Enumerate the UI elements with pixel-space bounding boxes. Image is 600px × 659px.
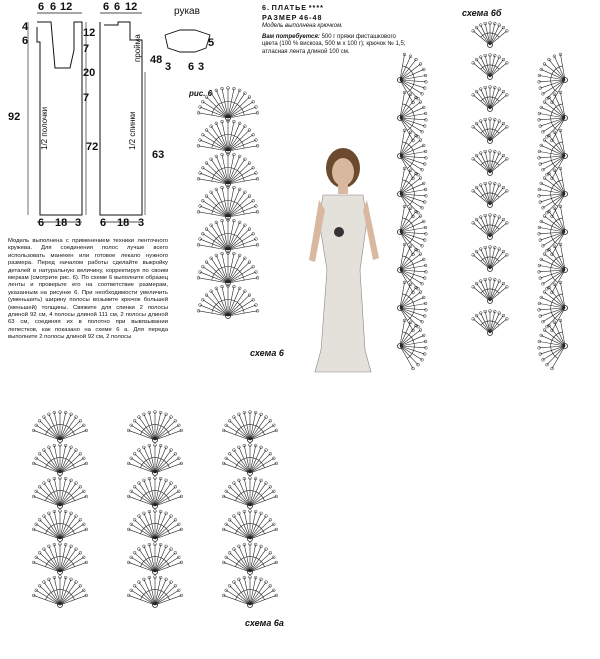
sleeve-dim-1: 3 [165, 61, 172, 73]
fan-motif [222, 477, 277, 509]
fan-motif [127, 477, 182, 509]
pattern-number: 6. [262, 3, 270, 12]
fan-motif [197, 120, 259, 154]
front-lower-length: 72 [86, 141, 99, 153]
sleeve-dim-4: 5 [208, 37, 215, 49]
scheme-6-label: схема 6 [250, 348, 284, 358]
fan-motif [472, 86, 509, 112]
sleeve-side-length: 48 [150, 54, 163, 66]
fan-motif [127, 510, 182, 542]
back-top-dim-2: 6 [114, 1, 121, 13]
fan-motif [197, 87, 259, 121]
back-lower-length: 63 [152, 149, 165, 161]
fan-motif [538, 167, 568, 218]
fan-motif [398, 91, 428, 142]
fan-motif [538, 281, 568, 332]
front-top-dim-3: 12 [60, 1, 73, 13]
fan-motif [538, 319, 568, 370]
description-text: Модель выполнена с применением техники ленточного кружева. Для соединения полос лучше всего использовать манекен или готовое лекало нужного размера. Перед началом работы сделайте выкройку деталей в натуральную величину, корректируя по своим меркам (смотрите рис. 6). По схеме 6 выполните образец ленты и проверьте его на соответствие размерам, указанным на рисунке 6. При необходимости увеличить (уменьшить) ширину полосы возьмите крючок большей (меньшей) толщины. Свяжите для спинки 2 полосы длиной 92 см, 4 полосы длиной 111 см, 2 полосы длиной 63 см, соединяя их в полотно при вывязывании лепестков, как показано на схеме 6 а. Для переда выполните 2 полосы длиной 92 см, 2 полосы [8, 238, 168, 341]
back-top-dim-3: 12 [125, 1, 138, 13]
fan-motif [538, 53, 568, 104]
scheme-6a-label: схема 6а [245, 618, 284, 628]
fan-motif [472, 54, 509, 80]
fan-motif [472, 214, 509, 240]
fan-motif [472, 22, 509, 48]
front-side-dim-20: 20 [83, 67, 96, 79]
fan-motif [398, 205, 428, 256]
fan-motif [222, 444, 277, 476]
fan-motif [222, 576, 277, 608]
fan-motif [538, 205, 568, 256]
fan-motif [472, 150, 509, 176]
technique-text: Модель выполнена крючком. [262, 23, 343, 29]
fan-motif [472, 246, 509, 272]
fan-motif [32, 444, 87, 476]
sleeve-dim-2: 6 [188, 61, 195, 73]
front-side-dim-7a: 7 [83, 43, 90, 55]
front-side-dim-7b: 7 [83, 92, 90, 104]
fan-motif [472, 310, 509, 336]
fan-motif [538, 243, 568, 294]
fan-motif [472, 118, 509, 144]
front-piece-label: 1/2 полочки [40, 106, 49, 150]
fan-motif [472, 278, 509, 304]
fan-motif [32, 543, 87, 575]
fan-motif [32, 576, 87, 608]
front-top-dim-1: 6 [38, 1, 45, 13]
fan-motif [197, 219, 259, 253]
front-total-length: 92 [8, 111, 21, 123]
fan-motif [222, 543, 277, 575]
back-piece-label: 1/2 спинки [128, 111, 137, 150]
pattern-stars: **** [308, 3, 324, 12]
front-top-dim-2: 6 [50, 1, 57, 13]
front-side-dim-12: 12 [83, 27, 96, 39]
pattern-title: ПЛАТЬЕ [271, 3, 308, 12]
back-bottom-dim-2: 18 [117, 217, 130, 229]
back-bottom-dim-1: 6 [100, 217, 107, 229]
fan-motif [127, 411, 182, 443]
front-side-dim-6: 6 [22, 35, 29, 47]
back-top-dim-1: 6 [103, 1, 110, 13]
fan-motif [32, 411, 87, 443]
materials-text: 500 г пряжи фисташкового цвета (100 % вискоза, 500 м х 100 г); крючок № 1,5; атласная лента длиной 100 см. [262, 33, 406, 55]
front-bottom-dim-3: 3 [75, 217, 82, 229]
fan-motif [538, 91, 568, 142]
fan-motif [222, 510, 277, 542]
scheme-6b-label: схема 6б [462, 8, 502, 18]
armhole-label: пройма [133, 34, 142, 62]
size-label: РАЗМЕР [262, 12, 298, 22]
fan-motif [32, 510, 87, 542]
figure-label: рис. 6 [189, 89, 213, 98]
fan-motif [197, 186, 259, 220]
sleeve-dim-3: 3 [198, 61, 205, 73]
fan-motif [398, 167, 428, 218]
fan-motif [32, 477, 87, 509]
fan-motif [472, 182, 509, 208]
fan-motif [398, 319, 428, 370]
front-side-dim-4: 4 [22, 21, 29, 33]
back-bottom-dim-3: 3 [138, 217, 145, 229]
fan-motif [197, 153, 259, 187]
fan-motif [197, 252, 259, 286]
fan-motif [197, 285, 259, 319]
fan-motif [538, 129, 568, 180]
sleeve-label: рукав [174, 6, 200, 17]
fan-motif [398, 281, 428, 332]
fan-motif [398, 129, 428, 180]
fan-motif [127, 543, 182, 575]
fan-motif [127, 444, 182, 476]
materials-label: Вам потребуется: [262, 33, 320, 40]
fan-motif [127, 576, 182, 608]
front-bottom-dim-1: 6 [38, 217, 45, 229]
fan-motif [398, 53, 428, 104]
size-value: 46-48 [299, 12, 323, 22]
fan-motif [398, 243, 428, 294]
fan-motif [222, 411, 277, 443]
front-bottom-dim-2: 18 [55, 217, 68, 229]
